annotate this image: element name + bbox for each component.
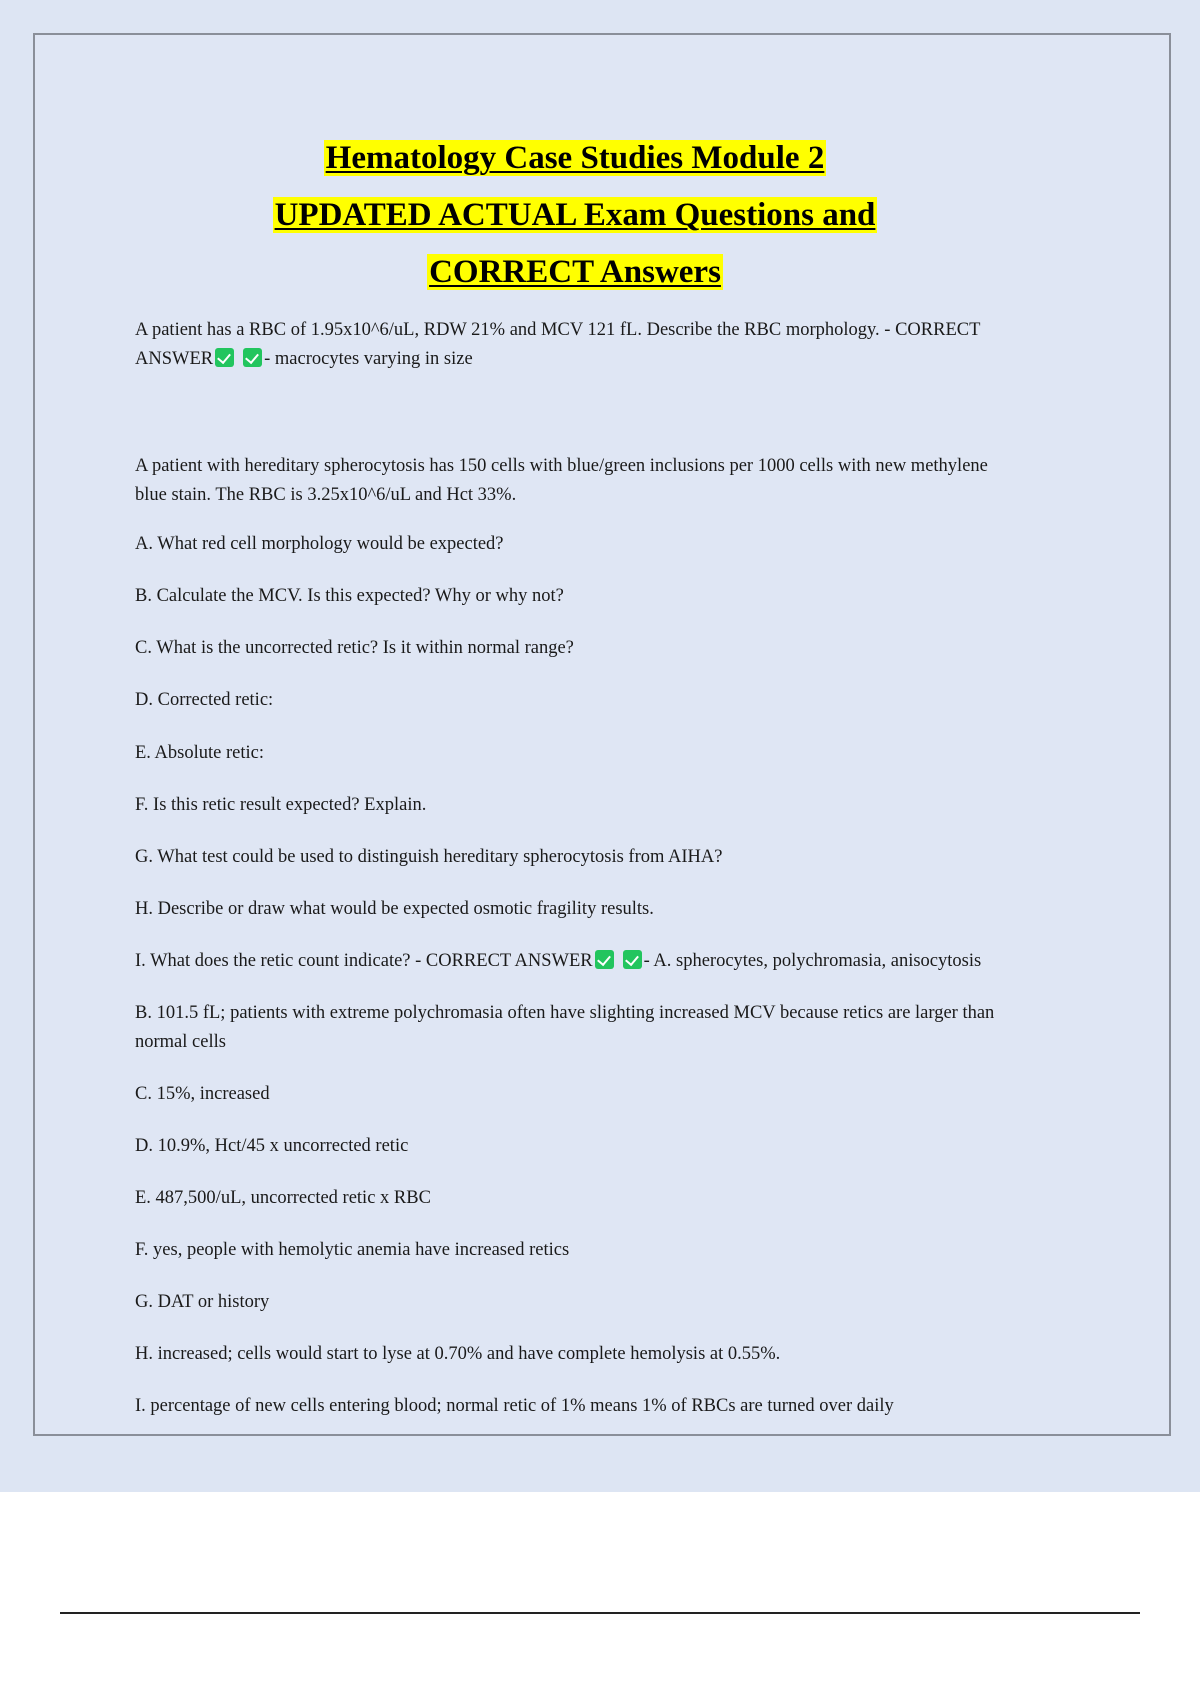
- page-bottom-margin: [0, 1492, 1200, 1700]
- check-mark-icon: [595, 950, 614, 969]
- answer-c: C. 15%, increased: [135, 1083, 270, 1104]
- check-mark-icon: [215, 348, 234, 367]
- page-title-line-1: Hematology Case Studies Module 2: [325, 140, 825, 176]
- question-1-paragraph: [135, 316, 1015, 374]
- question-2-part-i: [135, 947, 1015, 976]
- answer-i: I. percentage of new cells entering blood; normal retic of 1% means 1% of RBCs are turned over daily: [135, 1395, 894, 1416]
- question-2-part-g: G. What test could be used to distinguish hereditary spherocytosis from AIHA?: [135, 846, 723, 867]
- question-2-part-a: A. What red cell morphology would be expected?: [135, 534, 504, 555]
- page-title: [135, 130, 1015, 300]
- check-mark-icon: [623, 950, 642, 969]
- question-2-stem: A patient with hereditary spherocytosis has 150 cells with blue/green inclusions per 1000 cells with new methylene blue stain. The RBC is 3.25x10^6/uL and Hct 33%.: [135, 456, 988, 506]
- question-2-part-i-answer: - A. spherocytes, polychromasia, anisocytosis: [643, 950, 982, 971]
- question-2-part-e: E. Absolute retic:: [135, 742, 264, 763]
- question-2-part-h: H. Describe or draw what would be expected osmotic fragility results.: [135, 898, 654, 919]
- question-2-part-b: B. Calculate the MCV. Is this expected? Why or why not?: [135, 586, 564, 607]
- answer-f: F. yes, people with hemolytic anemia have increased retics: [135, 1239, 570, 1260]
- question-2-part-c: C. What is the uncorrected retic? Is it within normal range?: [135, 638, 574, 659]
- answer-g: G. DAT or history: [135, 1291, 270, 1312]
- answer-e: E. 487,500/uL, uncorrected retic x RBC: [135, 1187, 431, 1208]
- question-2-part-i-prompt: I. What does the retic count indicate? - CORRECT ANSWER: [135, 950, 593, 971]
- page-title-line-2: UPDATED ACTUAL Exam Questions and: [274, 196, 876, 233]
- question-2-part-f: F. Is this retic result expected? Explain.: [135, 794, 427, 815]
- page-title-line-3: CORRECT Answers: [429, 253, 721, 290]
- question-1-prompt: A patient has a RBC of 1.95x10^6/uL, RDW 21% and MCV 121 fL. Describe the RBC morphology. - CORRECT ANSWER: [135, 320, 981, 370]
- document-content: [135, 130, 1015, 1444]
- footer-divider: [60, 1612, 1140, 1614]
- check-mark-icon: [243, 348, 262, 367]
- answer-h: H. increased; cells would start to lyse at 0.70% and have complete hemolysis at 0.55%.: [135, 1343, 781, 1364]
- question-1-answer: - macrocytes varying in size: [264, 349, 473, 370]
- answer-b: B. 101.5 fL; patients with extreme polychromasia often have slighting increased MCV because retics are larger than normal cells: [135, 1002, 995, 1052]
- question-2-part-d: D. Corrected retic:: [135, 690, 274, 711]
- answer-d: D. 10.9%, Hct/45 x uncorrected retic: [135, 1135, 409, 1156]
